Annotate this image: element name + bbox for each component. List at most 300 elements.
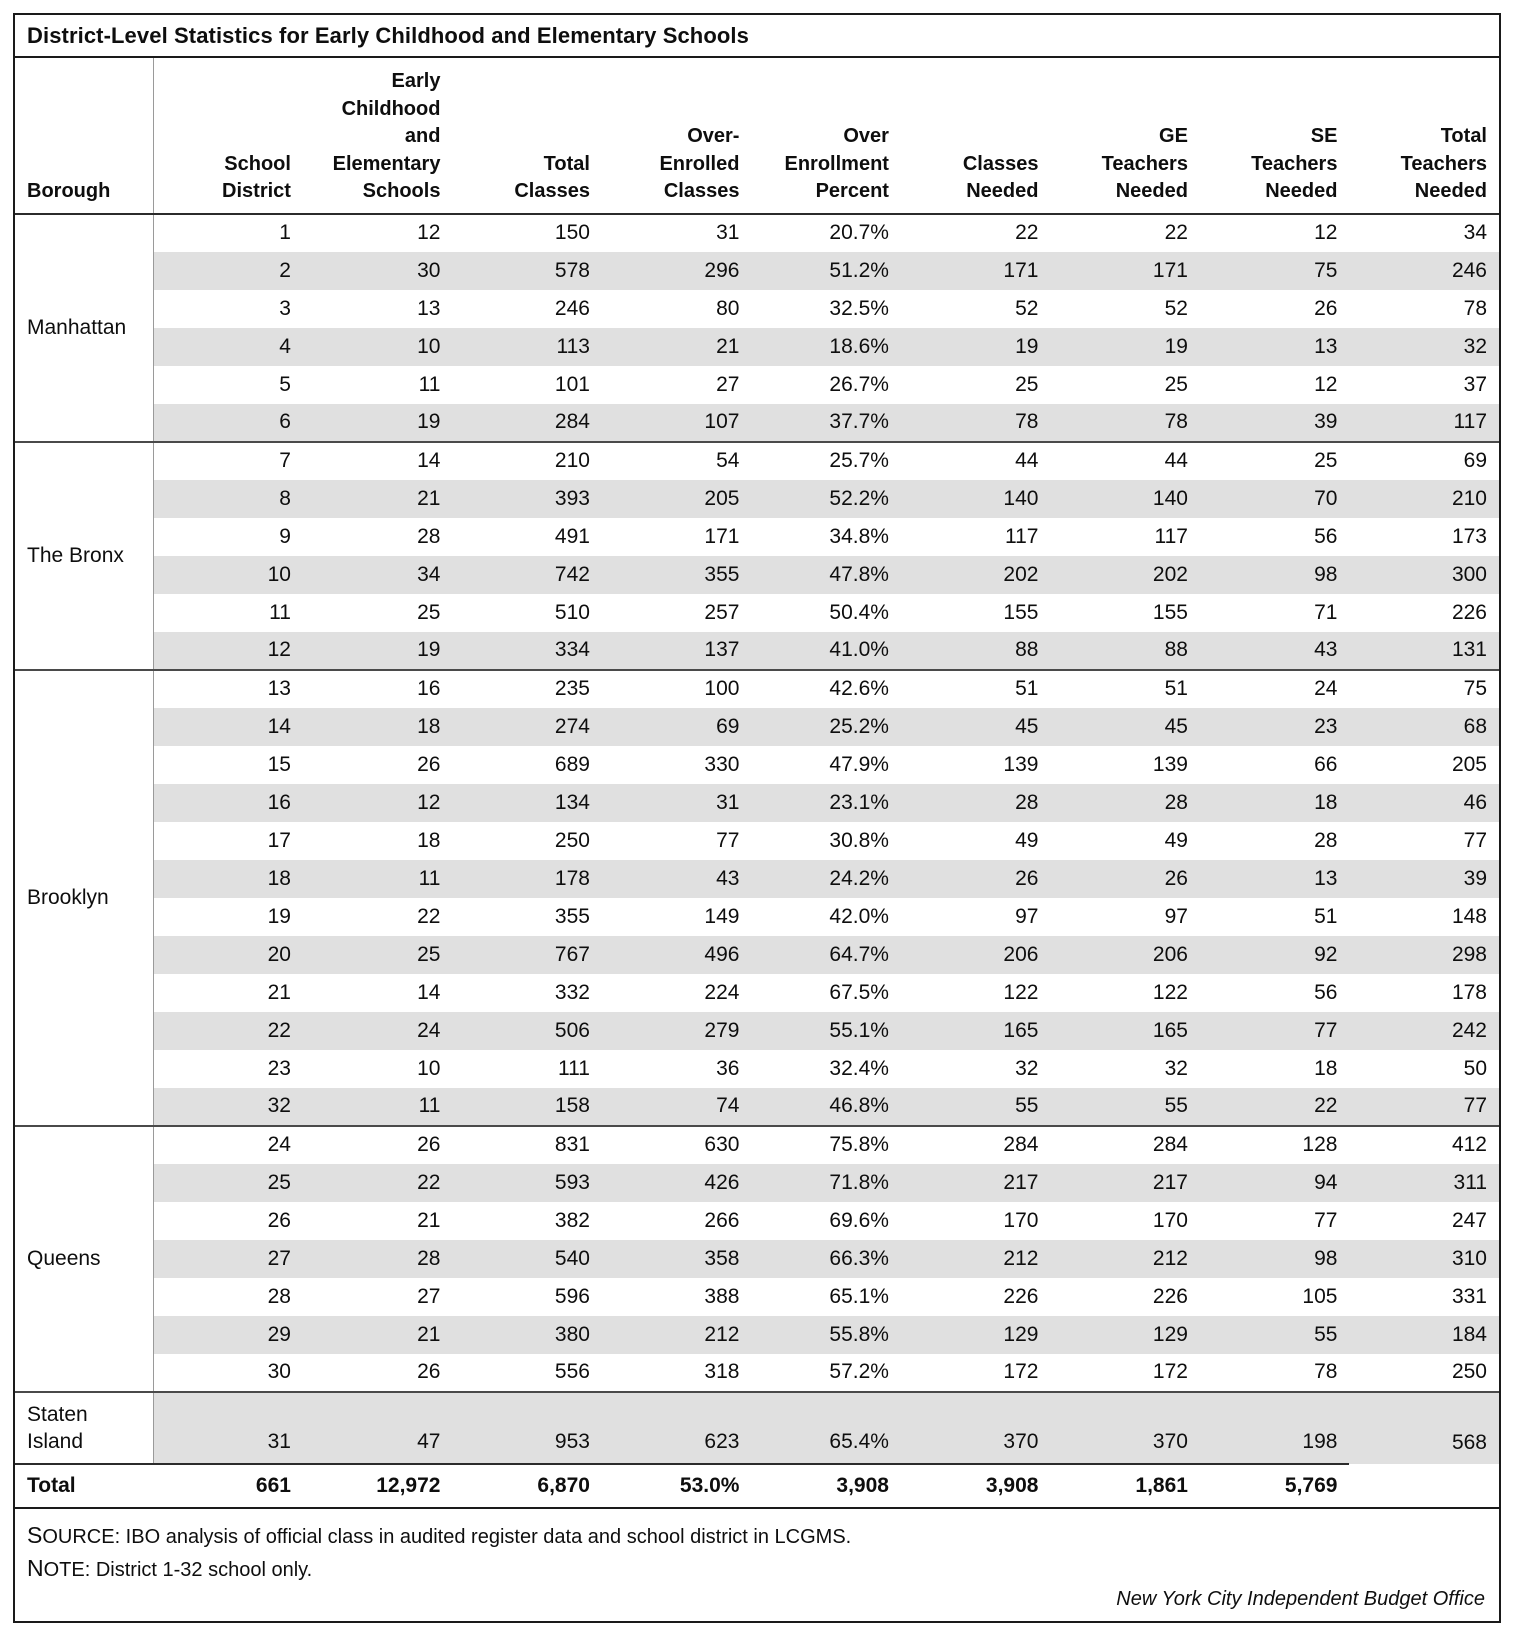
cell-total-classes: 158 [452,1088,602,1126]
cell-se-teachers-needed: 78 [1200,1354,1350,1392]
cell-classes-needed: 155 [901,594,1051,632]
cell-ec-elementary-schools: 21 [303,1316,453,1354]
cell-school-district: 9 [153,518,303,556]
cell-total-teachers-needed: 247 [1349,1202,1499,1240]
cell-school-district: 8 [153,480,303,518]
cell-total-classes: 831 [452,1126,602,1164]
cell-ge-teachers-needed: 226 [1050,1278,1200,1316]
cell-classes-needed: 139 [901,746,1051,784]
cell-total-teachers-needed: 148 [1349,898,1499,936]
cell-over-enrolled-classes: 355 [602,556,752,594]
cell-ge-teachers-needed: 19 [1050,328,1200,366]
cell-ec-elementary-schools: 26 [303,1126,453,1164]
cell-over-enrollment-percent: 32.4% [751,1050,901,1088]
cell-se-teachers-needed: 105 [1200,1278,1350,1316]
cell-over-enrollment-percent: 26.7% [751,366,901,404]
table-row [15,442,1499,480]
table-row [15,1202,1499,1240]
cell-school-district: 29 [153,1316,303,1354]
cell-ec-elementary-schools: 18 [303,708,453,746]
cell-se-teachers-needed: 24 [1200,670,1350,708]
cell-over-enrollment-percent: 30.8% [751,822,901,860]
table-row [15,328,1499,366]
cell-school-district: 16 [153,784,303,822]
cell-se-teachers-needed: 18 [1200,784,1350,822]
district-stats-table [15,58,1499,1507]
table-row [15,632,1499,670]
cell-school-district: 4 [153,328,303,366]
cell-se-teachers-needed: 77 [1200,1012,1350,1050]
cell-over-enrolled-classes: 224 [602,974,752,1012]
cell-total-classes: 506 [452,1012,602,1050]
cell-total-teachers-needed: 184 [1349,1316,1499,1354]
cell-total-classes: 953 [452,1392,602,1464]
cell-se-teachers-needed: 94 [1200,1164,1350,1202]
table-row [15,670,1499,708]
cell-over-enrollment-percent: 23.1% [751,784,901,822]
cell-over-enrollment-percent: 47.9% [751,746,901,784]
cell-over-enrolled-classes: 318 [602,1354,752,1392]
cell-over-enrolled-classes: 43 [602,860,752,898]
cell-ge-teachers-needed: 78 [1050,404,1200,442]
cell-classes-needed: 370 [901,1392,1051,1464]
cell-total-teachers-needed: 242 [1349,1012,1499,1050]
table-row [15,974,1499,1012]
cell-se-teachers-needed: 56 [1200,974,1350,1012]
total-row [15,1464,1499,1507]
cell-total-classes: 210 [452,442,602,480]
cell-ge-teachers-needed: 140 [1050,480,1200,518]
cell-classes-needed: 172 [901,1354,1051,1392]
col-header-total-teachers-needed: Total Teachers Needed [1349,58,1499,214]
cell-over-enrollment-percent: 69.6% [751,1202,901,1240]
cell-over-enrolled-classes: 149 [602,898,752,936]
cell-ec-elementary-schools: 19 [303,632,453,670]
cell-ec-elementary-schools: 30 [303,252,453,290]
cell-classes-needed: 284 [901,1126,1051,1164]
cell-se-teachers-needed: 13 [1200,328,1350,366]
cell-total-classes: 510 [452,594,602,632]
table-row [15,1126,1499,1164]
cell-total-teachers-needed: 78 [1349,290,1499,328]
cell-school-district: 23 [153,1050,303,1088]
cell-ge-teachers-needed: 26 [1050,860,1200,898]
cell-se-teachers-needed: 51 [1200,898,1350,936]
col-header-total-classes: Total Classes [452,58,602,214]
table-row [15,404,1499,442]
cell-school-district: 21 [153,974,303,1012]
cell-total-teachers-needed: 246 [1349,252,1499,290]
cell-se-teachers-needed: 18 [1200,1050,1350,1088]
cell-ec-elementary-schools: 21 [303,1202,453,1240]
cell-school-district: 20 [153,936,303,974]
cell-total-teachers-needed: 173 [1349,518,1499,556]
table-row [15,1278,1499,1316]
cell-ge-teachers-needed: 52 [1050,290,1200,328]
cell-school-district: 1 [153,214,303,252]
cell-school-district: 25 [153,1164,303,1202]
cell-classes-needed: 170 [901,1202,1051,1240]
total-over-enrollment-percent: 53.0% [602,1464,752,1507]
table-row [15,366,1499,404]
cell-over-enrolled-classes: 266 [602,1202,752,1240]
cell-school-district: 26 [153,1202,303,1240]
cell-total-classes: 235 [452,670,602,708]
cell-se-teachers-needed: 55 [1200,1316,1350,1354]
cell-over-enrolled-classes: 107 [602,404,752,442]
cell-classes-needed: 206 [901,936,1051,974]
table-row [15,898,1499,936]
cell-over-enrolled-classes: 171 [602,518,752,556]
cell-school-district: 2 [153,252,303,290]
cell-total-classes: 274 [452,708,602,746]
cell-ge-teachers-needed: 55 [1050,1088,1200,1126]
cell-school-district: 18 [153,860,303,898]
cell-classes-needed: 117 [901,518,1051,556]
total-over-enrolled-classes: 6,870 [452,1464,602,1507]
cell-over-enrolled-classes: 31 [602,784,752,822]
cell-classes-needed: 88 [901,632,1051,670]
cell-total-classes: 111 [452,1050,602,1088]
table-body [15,214,1499,1464]
cell-school-district: 6 [153,404,303,442]
cell-over-enrollment-percent: 42.6% [751,670,901,708]
borough-label: Brooklyn [15,670,153,1126]
col-header-school-district: School District [153,58,303,214]
cell-over-enrolled-classes: 21 [602,328,752,366]
cell-ge-teachers-needed: 49 [1050,822,1200,860]
cell-ge-teachers-needed: 44 [1050,442,1200,480]
cell-total-classes: 393 [452,480,602,518]
cell-se-teachers-needed: 43 [1200,632,1350,670]
cell-school-district: 3 [153,290,303,328]
cell-ge-teachers-needed: 25 [1050,366,1200,404]
cell-se-teachers-needed: 128 [1200,1126,1350,1164]
cell-ec-elementary-schools: 27 [303,1278,453,1316]
cell-over-enrolled-classes: 279 [602,1012,752,1050]
cell-classes-needed: 226 [901,1278,1051,1316]
cell-over-enrollment-percent: 51.2% [751,252,901,290]
cell-over-enrolled-classes: 74 [602,1088,752,1126]
cell-total-teachers-needed: 46 [1349,784,1499,822]
cell-ec-elementary-schools: 14 [303,974,453,1012]
cell-se-teachers-needed: 56 [1200,518,1350,556]
cell-ec-elementary-schools: 16 [303,670,453,708]
cell-school-district: 10 [153,556,303,594]
cell-ec-elementary-schools: 13 [303,290,453,328]
cell-total-classes: 113 [452,328,602,366]
cell-total-teachers-needed: 300 [1349,556,1499,594]
table-row [15,1316,1499,1354]
cell-se-teachers-needed: 25 [1200,442,1350,480]
borough-label: The Bronx [15,442,153,670]
cell-ec-elementary-schools: 19 [303,404,453,442]
cell-total-teachers-needed: 131 [1349,632,1499,670]
cell-over-enrolled-classes: 330 [602,746,752,784]
cell-ec-elementary-schools: 11 [303,860,453,898]
table-total [15,1464,1499,1507]
table-row [15,214,1499,252]
cell-over-enrolled-classes: 630 [602,1126,752,1164]
table-row [15,480,1499,518]
cell-total-teachers-needed: 39 [1349,860,1499,898]
cell-over-enrollment-percent: 50.4% [751,594,901,632]
cell-over-enrollment-percent: 55.1% [751,1012,901,1050]
cell-se-teachers-needed: 98 [1200,556,1350,594]
cell-school-district: 22 [153,1012,303,1050]
borough-label: Staten Island [15,1392,153,1464]
table-row [15,1012,1499,1050]
cell-over-enrollment-percent: 46.8% [751,1088,901,1126]
cell-classes-needed: 45 [901,708,1051,746]
cell-classes-needed: 129 [901,1316,1051,1354]
cell-ge-teachers-needed: 165 [1050,1012,1200,1050]
cell-total-classes: 246 [452,290,602,328]
cell-total-teachers-needed: 37 [1349,366,1499,404]
cell-over-enrollment-percent: 57.2% [751,1354,901,1392]
cell-total-teachers-needed: 298 [1349,936,1499,974]
cell-over-enrollment-percent: 67.5% [751,974,901,1012]
district-note: NOTE: District 1-32 school only. [27,1555,313,1582]
col-header-ge-teachers-needed: GE Teachers Needed [1050,58,1200,214]
cell-over-enrolled-classes: 77 [602,822,752,860]
table-header [15,58,1499,214]
cell-classes-needed: 140 [901,480,1051,518]
cell-se-teachers-needed: 70 [1200,480,1350,518]
table-row [15,1050,1499,1088]
cell-total-classes: 382 [452,1202,602,1240]
table-row [15,860,1499,898]
cell-se-teachers-needed: 66 [1200,746,1350,784]
cell-ge-teachers-needed: 212 [1050,1240,1200,1278]
cell-ec-elementary-schools: 12 [303,784,453,822]
table-row [15,822,1499,860]
total-schools: 661 [153,1464,303,1507]
cell-ge-teachers-needed: 217 [1050,1164,1200,1202]
cell-school-district: 27 [153,1240,303,1278]
cell-over-enrolled-classes: 69 [602,708,752,746]
cell-total-teachers-needed: 50 [1349,1050,1499,1088]
cell-ec-elementary-schools: 10 [303,1050,453,1088]
cell-over-enrollment-percent: 64.7% [751,936,901,974]
cell-over-enrolled-classes: 496 [602,936,752,974]
table-row [15,252,1499,290]
cell-over-enrolled-classes: 296 [602,252,752,290]
cell-total-classes: 178 [452,860,602,898]
cell-ge-teachers-needed: 206 [1050,936,1200,974]
cell-ge-teachers-needed: 117 [1050,518,1200,556]
cell-over-enrollment-percent: 55.8% [751,1316,901,1354]
table-title: District-Level Statistics for Early Childhood and Elementary Schools [15,15,1499,58]
cell-ge-teachers-needed: 51 [1050,670,1200,708]
cell-ec-elementary-schools: 26 [303,746,453,784]
col-header-classes-needed: Classes Needed [901,58,1051,214]
table-row [15,1354,1499,1392]
cell-ge-teachers-needed: 172 [1050,1354,1200,1392]
cell-total-teachers-needed: 226 [1349,594,1499,632]
cell-total-classes: 540 [452,1240,602,1278]
cell-over-enrolled-classes: 205 [602,480,752,518]
cell-ec-elementary-schools: 22 [303,1164,453,1202]
cell-classes-needed: 49 [901,822,1051,860]
cell-school-district: 24 [153,1126,303,1164]
cell-total-classes: 334 [452,632,602,670]
total-total-teachers-needed: 5,769 [1200,1464,1350,1507]
cell-total-teachers-needed: 568 [1349,1392,1499,1464]
cell-total-classes: 355 [452,898,602,936]
cell-school-district: 12 [153,632,303,670]
cell-se-teachers-needed: 98 [1200,1240,1350,1278]
cell-classes-needed: 171 [901,252,1051,290]
cell-ec-elementary-schools: 28 [303,1240,453,1278]
total-total-classes: 12,972 [303,1464,453,1507]
cell-ec-elementary-schools: 21 [303,480,453,518]
cell-over-enrollment-percent: 42.0% [751,898,901,936]
cell-classes-needed: 19 [901,328,1051,366]
cell-over-enrolled-classes: 623 [602,1392,752,1464]
cell-over-enrolled-classes: 358 [602,1240,752,1278]
total-ge-teachers-needed: 3,908 [901,1464,1051,1507]
cell-over-enrolled-classes: 80 [602,290,752,328]
cell-classes-needed: 44 [901,442,1051,480]
cell-total-teachers-needed: 32 [1349,328,1499,366]
cell-total-classes: 134 [452,784,602,822]
cell-total-classes: 689 [452,746,602,784]
table-row [15,1240,1499,1278]
cell-ec-elementary-schools: 28 [303,518,453,556]
cell-total-classes: 593 [452,1164,602,1202]
cell-school-district: 28 [153,1278,303,1316]
cell-se-teachers-needed: 75 [1200,252,1350,290]
cell-classes-needed: 212 [901,1240,1051,1278]
cell-classes-needed: 122 [901,974,1051,1012]
cell-total-classes: 101 [452,366,602,404]
cell-ec-elementary-schools: 25 [303,936,453,974]
cell-classes-needed: 25 [901,366,1051,404]
cell-se-teachers-needed: 22 [1200,1088,1350,1126]
cell-total-teachers-needed: 34 [1349,214,1499,252]
table-row [15,1088,1499,1126]
cell-school-district: 19 [153,898,303,936]
cell-total-teachers-needed: 117 [1349,404,1499,442]
cell-over-enrollment-percent: 66.3% [751,1240,901,1278]
table-row [15,556,1499,594]
cell-over-enrolled-classes: 36 [602,1050,752,1088]
cell-school-district: 31 [153,1392,303,1464]
cell-total-classes: 578 [452,252,602,290]
cell-se-teachers-needed: 13 [1200,860,1350,898]
cell-over-enrollment-percent: 25.7% [751,442,901,480]
cell-total-teachers-needed: 69 [1349,442,1499,480]
table-row [15,708,1499,746]
cell-over-enrolled-classes: 54 [602,442,752,480]
col-header-over-enrolled-classes: Over- Enrolled Classes [602,58,752,214]
cell-ec-elementary-schools: 25 [303,594,453,632]
cell-ec-elementary-schools: 14 [303,442,453,480]
cell-ge-teachers-needed: 122 [1050,974,1200,1012]
cell-total-teachers-needed: 68 [1349,708,1499,746]
cell-ec-elementary-schools: 11 [303,366,453,404]
table-row [15,290,1499,328]
cell-over-enrolled-classes: 100 [602,670,752,708]
table-row [15,594,1499,632]
cell-total-teachers-needed: 210 [1349,480,1499,518]
cell-over-enrollment-percent: 18.6% [751,328,901,366]
cell-total-classes: 491 [452,518,602,556]
cell-ge-teachers-needed: 28 [1050,784,1200,822]
cell-ec-elementary-schools: 24 [303,1012,453,1050]
cell-ge-teachers-needed: 171 [1050,252,1200,290]
cell-ec-elementary-schools: 10 [303,328,453,366]
cell-ge-teachers-needed: 97 [1050,898,1200,936]
table-row [15,936,1499,974]
total-classes-needed: 3,908 [751,1464,901,1507]
cell-ge-teachers-needed: 139 [1050,746,1200,784]
cell-se-teachers-needed: 28 [1200,822,1350,860]
col-header-borough: Borough [15,58,153,214]
cell-se-teachers-needed: 198 [1200,1392,1350,1464]
cell-over-enrolled-classes: 426 [602,1164,752,1202]
cell-over-enrollment-percent: 65.4% [751,1392,901,1464]
cell-over-enrolled-classes: 388 [602,1278,752,1316]
header-row [15,58,1499,214]
col-header-ec-elementary-schools: Early Childhood and Elementary Schools [303,58,453,214]
cell-se-teachers-needed: 39 [1200,404,1350,442]
cell-ge-teachers-needed: 284 [1050,1126,1200,1164]
cell-ge-teachers-needed: 370 [1050,1392,1200,1464]
table-frame [13,13,1501,1623]
attribution: New York City Independent Budget Office [1116,1588,1485,1610]
cell-ge-teachers-needed: 22 [1050,214,1200,252]
cell-classes-needed: 22 [901,214,1051,252]
cell-school-district: 5 [153,366,303,404]
cell-classes-needed: 165 [901,1012,1051,1050]
cell-total-classes: 742 [452,556,602,594]
cell-ge-teachers-needed: 32 [1050,1050,1200,1088]
cell-over-enrollment-percent: 75.8% [751,1126,901,1164]
cell-ge-teachers-needed: 45 [1050,708,1200,746]
cell-se-teachers-needed: 92 [1200,936,1350,974]
cell-ec-elementary-schools: 12 [303,214,453,252]
cell-over-enrollment-percent: 65.1% [751,1278,901,1316]
cell-total-teachers-needed: 310 [1349,1240,1499,1278]
cell-classes-needed: 28 [901,784,1051,822]
cell-classes-needed: 217 [901,1164,1051,1202]
borough-label: Queens [15,1126,153,1392]
cell-ge-teachers-needed: 202 [1050,556,1200,594]
cell-total-classes: 596 [452,1278,602,1316]
cell-total-teachers-needed: 178 [1349,974,1499,1012]
cell-ec-elementary-schools: 47 [303,1392,453,1464]
cell-total-teachers-needed: 77 [1349,1088,1499,1126]
cell-ge-teachers-needed: 129 [1050,1316,1200,1354]
cell-total-teachers-needed: 205 [1349,746,1499,784]
cell-classes-needed: 55 [901,1088,1051,1126]
cell-over-enrollment-percent: 37.7% [751,404,901,442]
cell-se-teachers-needed: 26 [1200,290,1350,328]
col-header-over-enrollment-percent: Over Enrollment Percent [751,58,901,214]
cell-ge-teachers-needed: 155 [1050,594,1200,632]
cell-over-enrollment-percent: 71.8% [751,1164,901,1202]
cell-classes-needed: 52 [901,290,1051,328]
cell-over-enrolled-classes: 212 [602,1316,752,1354]
total-label: Total [15,1464,153,1507]
cell-over-enrollment-percent: 25.2% [751,708,901,746]
cell-over-enrollment-percent: 24.2% [751,860,901,898]
cell-school-district: 32 [153,1088,303,1126]
cell-school-district: 30 [153,1354,303,1392]
cell-total-classes: 380 [452,1316,602,1354]
